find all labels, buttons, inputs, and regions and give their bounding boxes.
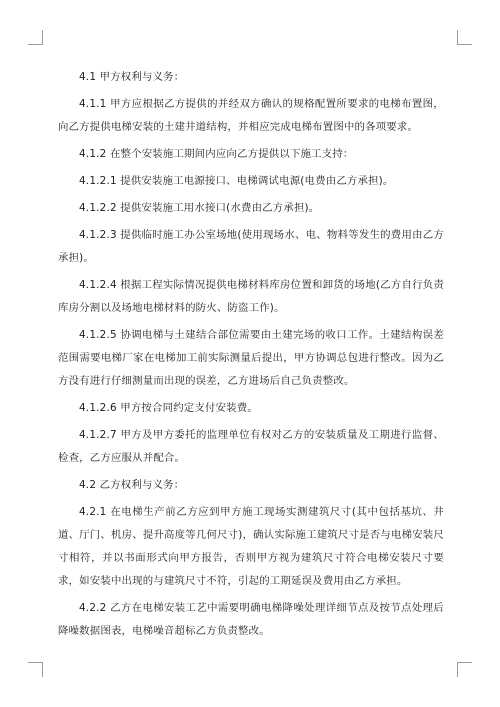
clause-4-1-2: 4.1.2 在整个安装施工期间内应向乙方提供以下施工支持：: [79, 148, 354, 160]
clause-4-1-1: 4.1.1 甲方应根据乙方提供的并经双方确认的规格配置所要求的电梯布置图，向乙方提供电梯安装的土建井道结构，并相应完成电梯布置图中的各项要求。: [58, 98, 444, 133]
clause-4-1-2-1: 4.1.2.1 提供安装施工电源接口、电梯调试电源(电费由乙方承担)。: [79, 175, 394, 187]
crop-mark-top-right: [457, 30, 472, 45]
crop-mark-bottom-right: [457, 662, 472, 677]
clause-4-1-2-2: 4.1.2.2 提供安装施工用水接口(水费由乙方承担)。: [79, 202, 320, 214]
crop-mark-bottom-left: [28, 662, 43, 677]
clause-4-2-2: 4.2.2 乙方在电梯安装工艺中需要明确电梯降噪处理详细节点及按节点处理后降噪数据图表，电梯噪音超标乙方负责整改。: [58, 602, 444, 637]
clause-4-1-2-4: 4.1.2.4 根据工程实际情况提供电梯材料库房位置和卸货的场地(乙方自行负责库房分割以及场地电梯材料的防火、防盗工作)。: [58, 279, 444, 314]
document-body: [58, 66, 444, 647]
section-heading-4-2: 4.2 乙方权利与义务：: [79, 479, 185, 491]
clause-4-1-2-6: 4.1.2.6 甲方按合同约定支付安装费。: [79, 402, 258, 414]
clause-4-1-2-7: 4.1.2.7 甲方及甲方委托的监理单位有权对乙方的安装质量及工期进行监督、检查，乙方应服从并配合。: [58, 429, 444, 464]
crop-mark-top-left: [28, 30, 43, 45]
clause-4-2-1: 4.2.1 在电梯生产前乙方应到甲方施工现场实测建筑尺寸(其中包括基坑、井道、厅门、机房、提升高度等几何尺寸)，确认实际施工建筑尺寸是否与电梯安装尺寸相符，并以书面形式向甲方报告，否则甲方视为建筑尺寸符合电梯安装尺寸要求，如安装中出现的与建筑尺寸不符，引起的工期延误及费用由乙方承担。: [58, 506, 444, 587]
clause-4-1-2-3: 4.1.2.3 提供临时施工办公室场地(使用现场水、电、物料等发生的费用由乙方承担)。: [58, 229, 444, 264]
clause-4-1-2-5: 4.1.2.5 协调电梯与土建结合部位需要由土建完场的收口工作。土建结构误差范围需要电梯厂家在电梯加工前实际测量后提出，甲方协调总包进行整改。因为乙方没有进行仔细测量而出现的误差，乙方进场后自己负责整改。: [58, 329, 444, 387]
section-heading-4-1: 4.1 甲方权利与义务：: [79, 71, 185, 83]
